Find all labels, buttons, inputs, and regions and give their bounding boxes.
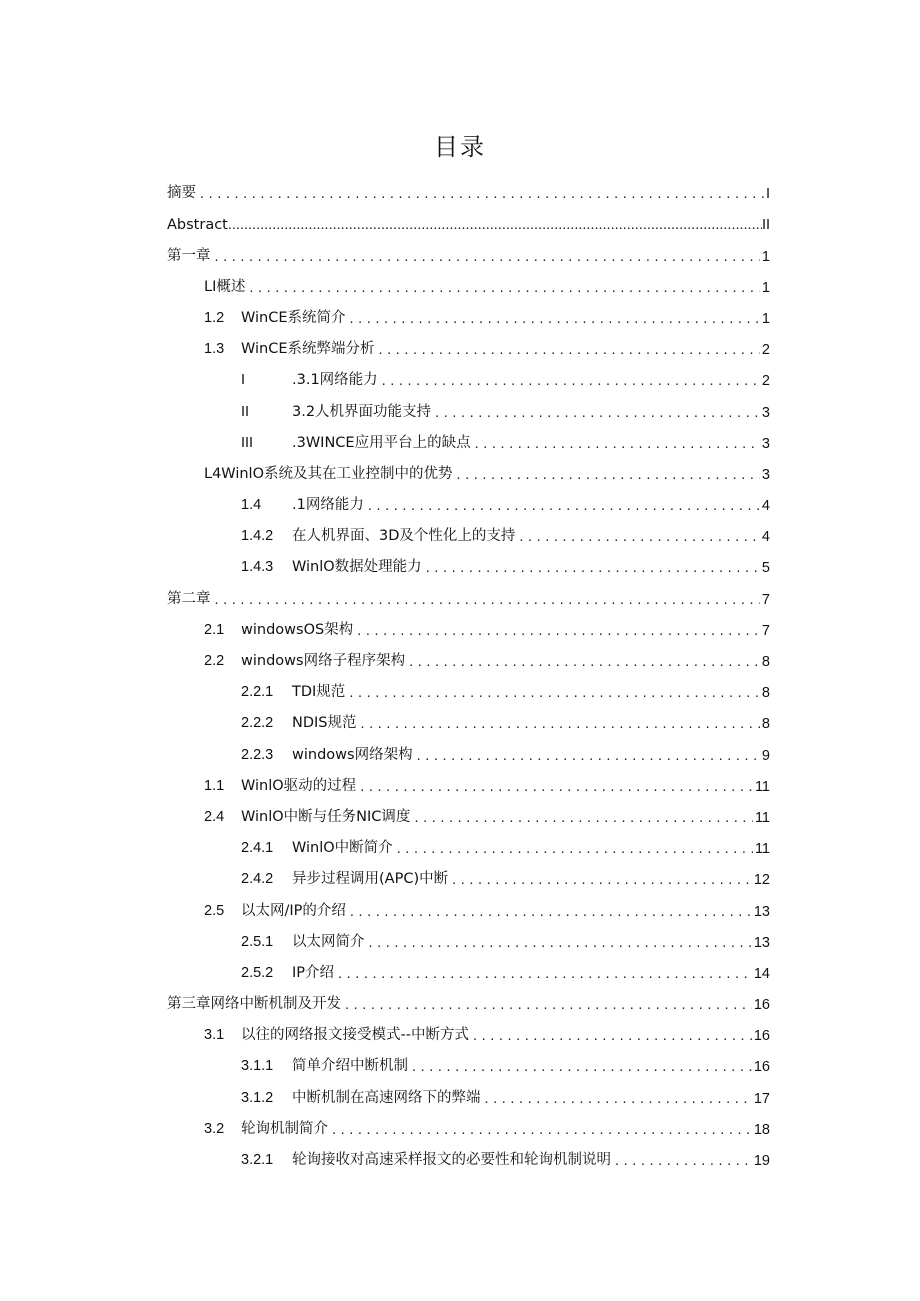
- toc-dot-leader: [456, 467, 759, 483]
- toc-entry-label: [241, 555, 422, 576]
- toc-entry-text: 以往的网络报文接受模式--中断方式: [241, 1027, 469, 1044]
- toc-entry-label: [241, 867, 448, 888]
- toc-entry[interactable]: [167, 171, 770, 202]
- toc-entry-text: windows网络子程序架构: [241, 653, 406, 669]
- toc-dot-leader: [435, 405, 760, 421]
- toc-entry-number: 2.4: [204, 808, 225, 825]
- toc-entry[interactable]: [167, 670, 770, 701]
- toc-entry-label: [241, 836, 393, 857]
- toc-entry-page: 3: [761, 466, 770, 483]
- toc-dot-leader: [379, 342, 760, 358]
- toc-entry-label: [204, 1023, 469, 1044]
- toc-entry[interactable]: [167, 265, 770, 296]
- toc-entry-page: 3: [761, 404, 770, 421]
- toc-entry-page: 7: [761, 591, 770, 608]
- toc-entry-label: [204, 306, 346, 327]
- toc-dot-leader: [228, 217, 762, 233]
- toc-entry-text: TDI规范: [292, 684, 346, 701]
- toc-entry-text: .3WINCE应用平台上的缺点: [292, 434, 471, 451]
- toc-entry-page: 3: [761, 435, 770, 452]
- toc-dot-leader: [249, 280, 760, 296]
- toc-dot-leader: [350, 904, 752, 920]
- toc-dot-leader: [414, 810, 753, 826]
- toc-entry-label: [204, 649, 405, 670]
- toc-dot-leader: [519, 529, 760, 545]
- toc-entry-label: [167, 587, 211, 608]
- toc-dot-leader: [332, 1122, 752, 1138]
- toc-entry-label: [241, 961, 334, 982]
- toc-entry-text: 异步过程调用(APC)中断: [292, 871, 449, 888]
- toc-entry-label: [241, 680, 345, 701]
- toc-entry-label: [241, 431, 471, 452]
- toc-entry-page: 2: [761, 373, 770, 390]
- toc-entry-text: windows网络架构: [292, 746, 413, 763]
- toc-entry-page: 11: [754, 809, 770, 826]
- toc-entry[interactable]: [167, 296, 770, 327]
- toc-entry[interactable]: [167, 389, 770, 420]
- toc-entry-text: .3.1网络能力: [292, 372, 378, 389]
- toc-entry-number: 2.1: [204, 621, 225, 638]
- toc-entry-text: 在人机界面、3D及个性化上的支持: [292, 528, 516, 545]
- toc-entry-number: 3.1.2: [241, 1089, 274, 1106]
- toc-entry[interactable]: [167, 857, 770, 888]
- toc-entry-page: 18: [753, 1121, 770, 1138]
- toc-entry-label: [241, 1086, 481, 1107]
- toc-entry[interactable]: [167, 888, 770, 919]
- toc-entry-label: [241, 524, 515, 545]
- toc-entry[interactable]: [167, 795, 770, 826]
- toc-dot-leader: [345, 997, 752, 1013]
- toc-dot-leader: [200, 186, 764, 202]
- toc-entry-page: 11: [754, 841, 770, 858]
- toc-entry-text: NDIS规范: [292, 715, 357, 732]
- toc-entry[interactable]: [167, 826, 770, 857]
- toc-entry-page: 12: [753, 872, 770, 889]
- toc-entry[interactable]: [167, 545, 770, 576]
- toc-entry-label: [167, 217, 228, 233]
- toc-entry[interactable]: [167, 951, 770, 982]
- toc-entry[interactable]: [167, 202, 770, 233]
- toc-entry-number: 3.1: [204, 1027, 225, 1044]
- toc-entry-label: [241, 368, 378, 389]
- toc-entry-number: 2.5.2: [241, 964, 274, 981]
- toc-dot-leader: [473, 1028, 752, 1044]
- toc-entry-text: 以太网简介: [292, 933, 365, 950]
- table-of-contents: [167, 171, 770, 1169]
- toc-dot-leader: [360, 779, 753, 795]
- toc-entry-page: 13: [753, 903, 770, 920]
- toc-entry-page: I: [765, 186, 770, 203]
- toc-dot-leader: [485, 1091, 752, 1107]
- toc-entry-number: 3.2: [204, 1120, 225, 1137]
- toc-entry-text: 3.2人机界面功能支持: [292, 403, 432, 420]
- toc-entry-label: [241, 400, 431, 421]
- toc-entry-number: 3.1.1: [241, 1058, 274, 1075]
- toc-dot-leader: [412, 1059, 752, 1075]
- toc-entry-page: 16: [753, 1028, 770, 1045]
- toc-entry-label: [167, 181, 196, 202]
- toc-dot-leader: [615, 1153, 752, 1169]
- toc-entry-number: 2.2: [204, 653, 225, 669]
- toc-entry[interactable]: [167, 1138, 770, 1169]
- toc-entry[interactable]: [167, 233, 770, 264]
- toc-entry[interactable]: [167, 982, 770, 1013]
- toc-entry-number: 2.2.2: [241, 715, 274, 732]
- toc-entry-label: [204, 805, 410, 826]
- toc-dot-leader: [361, 716, 760, 732]
- toc-entry-number: 1.1: [204, 777, 225, 794]
- toc-entry-page: 11: [754, 778, 770, 795]
- toc-entry[interactable]: [167, 701, 770, 732]
- toc-entry-page: 7: [761, 622, 770, 639]
- toc-entry-text: WinlO驱动的过程: [241, 777, 357, 794]
- toc-entry-text: 轮询机制简介: [241, 1120, 328, 1137]
- toc-entry-label: [204, 618, 353, 639]
- toc-entry-text: 第二章: [167, 590, 211, 607]
- toc-dot-leader: [338, 966, 752, 982]
- toc-entry[interactable]: [167, 483, 770, 514]
- toc-dot-leader: [368, 498, 760, 514]
- toc-entry-page: 9: [761, 747, 770, 764]
- toc-dot-leader: [426, 560, 760, 576]
- toc-entry-label: [204, 337, 375, 358]
- toc-entry-number: 2.2.1: [241, 684, 274, 701]
- toc-entry-page: II: [761, 217, 770, 234]
- toc-entry-label: [241, 743, 413, 764]
- toc-entry-text: 中断机制在高速网络下的弊端: [292, 1089, 481, 1106]
- toc-entry-page: 16: [753, 1059, 770, 1076]
- toc-entry-text: L4WinlO系统及其在工业控制中的优势: [204, 465, 453, 482]
- toc-entry-page: 8: [761, 716, 770, 733]
- toc-entry-page: 16: [753, 997, 770, 1014]
- toc-entry-label: [167, 244, 211, 265]
- toc-entry-text: WinCE系统简介: [241, 309, 346, 326]
- toc-entry-number: II: [241, 403, 250, 420]
- toc-entry-number: 1.4.3: [241, 559, 274, 576]
- toc-entry-label: [241, 930, 365, 951]
- toc-entry-page: 4: [761, 498, 770, 515]
- toc-entry-number: III: [241, 434, 254, 451]
- page-title: 目录: [434, 133, 486, 161]
- toc-entry-number: 2.5: [204, 902, 225, 919]
- toc-dot-leader: [215, 592, 760, 608]
- toc-entry-label: [241, 493, 364, 514]
- toc-entry-number: 2.4.2: [241, 871, 274, 888]
- toc-dot-leader: [357, 623, 760, 639]
- toc-entry-page: 14: [753, 965, 770, 982]
- toc-entry-label: [241, 1054, 408, 1075]
- toc-dot-leader: [369, 935, 752, 951]
- toc-entry-label: [204, 899, 346, 920]
- toc-dot-leader: [417, 748, 760, 764]
- toc-dot-leader: [350, 311, 760, 327]
- toc-dot-leader: [475, 436, 760, 452]
- toc-entry-label: [204, 1117, 328, 1138]
- toc-entry-text: windowsOS架构: [241, 621, 354, 638]
- toc-entry-text: 以太网/IP的介绍: [241, 902, 346, 919]
- toc-entry[interactable]: [167, 514, 770, 545]
- toc-entry-text: 简单介绍中断机制: [292, 1058, 408, 1075]
- toc-entry-page: 8: [761, 654, 770, 670]
- toc-entry-text: 轮询接收对高速采样报文的必要性和轮询机制说明: [292, 1152, 611, 1168]
- toc-dot-leader: [382, 373, 760, 389]
- toc-entry-label: [241, 711, 357, 732]
- toc-entry-page: 1: [761, 248, 770, 265]
- toc-entry[interactable]: [167, 452, 770, 483]
- toc-entry-page: 17: [753, 1090, 770, 1107]
- toc-entry-page: 13: [753, 934, 770, 951]
- toc-entry-text: 第一章: [167, 247, 211, 264]
- toc-entry-label: [204, 462, 452, 483]
- toc-entry-number: I: [241, 372, 246, 389]
- toc-entry-text: WinlO数据处理能力: [292, 559, 422, 576]
- toc-entry-number: 2.2.3: [241, 746, 274, 763]
- toc-entry-page: 4: [761, 529, 770, 546]
- toc-entry-text: IP介绍: [292, 964, 335, 981]
- toc-entry-page: 2: [761, 342, 770, 359]
- toc-entry-label: [167, 992, 341, 1013]
- toc-entry[interactable]: [167, 920, 770, 951]
- toc-dot-leader: [397, 841, 753, 857]
- toc-entry-page: 5: [761, 560, 770, 577]
- toc-entry-page: 1: [761, 310, 770, 327]
- toc-entry[interactable]: [167, 1075, 770, 1106]
- toc-dot-leader: [452, 872, 752, 888]
- toc-entry[interactable]: [167, 764, 770, 795]
- toc-entry-page: 8: [761, 685, 770, 702]
- toc-entry-text: 第三章网络中断机制及开发: [167, 996, 341, 1013]
- toc-dot-leader: [409, 654, 760, 670]
- toc-entry[interactable]: [167, 608, 770, 639]
- toc-entry[interactable]: [167, 1044, 770, 1075]
- toc-dot-leader: [215, 249, 760, 265]
- toc-entry[interactable]: [167, 327, 770, 358]
- toc-entry[interactable]: [167, 358, 770, 389]
- toc-entry-number: 1.4.2: [241, 528, 274, 545]
- toc-entry[interactable]: [167, 421, 770, 452]
- toc-entry-label: [204, 774, 356, 795]
- toc-entry-text: WinlO中断与任务NIC调度: [241, 808, 411, 825]
- toc-entry-number: 1.3: [204, 341, 225, 358]
- toc-entry-page: 1: [761, 279, 770, 296]
- toc-entry-text: WinCE系统弊端分析: [241, 341, 375, 358]
- toc-entry-page: 19: [753, 1153, 770, 1169]
- toc-entry-number: 2.5.1: [241, 933, 274, 950]
- toc-entry-text: 摘要: [167, 185, 196, 202]
- toc-entry[interactable]: [167, 1013, 770, 1044]
- toc-entry-text: .1网络能力: [292, 497, 364, 514]
- toc-entry-text: LI概述: [204, 278, 246, 295]
- toc-entry-text: WinlO中断简介: [292, 840, 393, 857]
- toc-entry-number: 3.2.1: [241, 1152, 274, 1168]
- toc-entry-text: Abstract: [167, 217, 228, 234]
- toc-entry-label: [241, 1148, 611, 1169]
- toc-entry-label: [204, 275, 245, 296]
- toc-entry[interactable]: [167, 1107, 770, 1138]
- toc-dot-leader: [349, 685, 760, 701]
- toc-entry-number: 1.2: [204, 309, 225, 326]
- toc-entry[interactable]: [167, 732, 770, 763]
- toc-entry[interactable]: [167, 639, 770, 670]
- toc-entry-number: 2.4.1: [241, 840, 274, 857]
- toc-entry[interactable]: [167, 576, 770, 607]
- toc-entry-number: 1.4: [241, 497, 262, 514]
